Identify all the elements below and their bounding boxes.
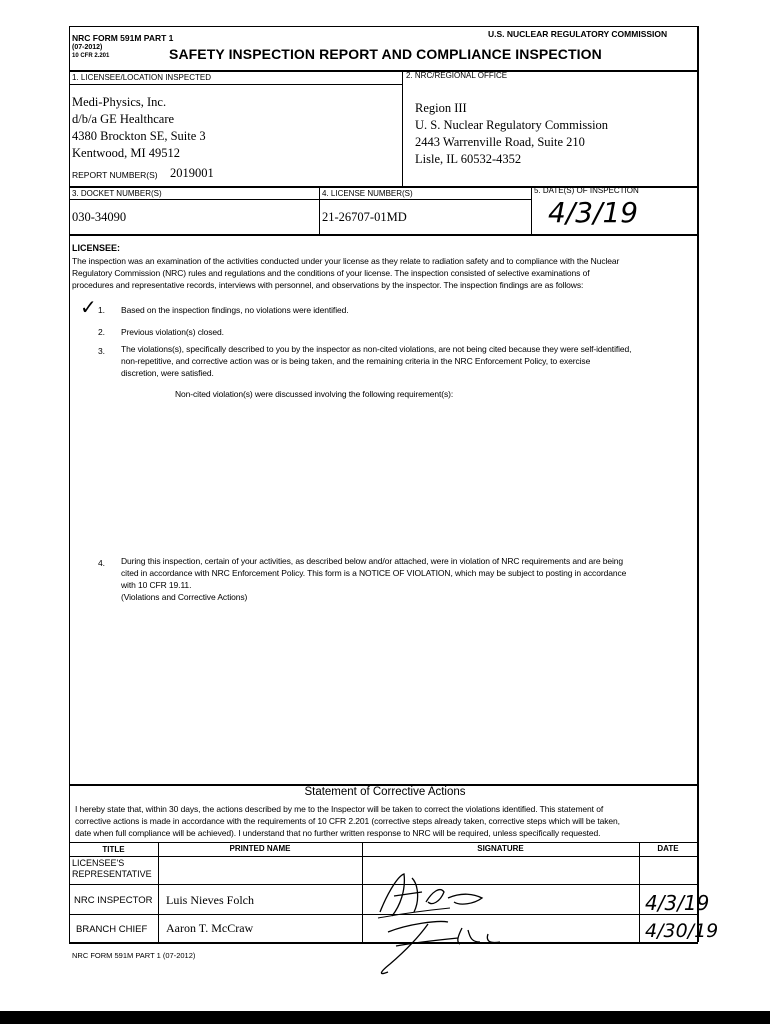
scan-edge bbox=[0, 1011, 770, 1024]
branch-chief-signature-icon bbox=[368, 912, 528, 978]
row-title: REPRESENTATIVE bbox=[72, 869, 152, 879]
licensee-heading: LICENSEE: bbox=[72, 243, 121, 253]
item4-line: cited in accordance with NRC Enforcement Policy. This form is a NOTICE OF VIOLATION, which may be subject to posting in accordance bbox=[121, 568, 627, 578]
docket-label: 3. DOCKET NUMBER(S) bbox=[72, 189, 162, 198]
cfr-reference: 10 CFR 2.201 bbox=[72, 53, 110, 59]
item2-text: Previous violation(s) closed. bbox=[121, 327, 224, 337]
inspection-date-value: 4/3/19 bbox=[548, 196, 639, 229]
corrective-line: date when full compliance will be achieved). I understand that no further written response to NRC will be required, unless specifically requested. bbox=[75, 828, 601, 838]
item1-number: 1. bbox=[98, 305, 105, 315]
row-date: 4/30/19 bbox=[645, 920, 719, 942]
footer-form-id: NRC FORM 591M PART 1 (07-2012) bbox=[72, 951, 196, 960]
licensee-street: 4380 Brockton SE, Suite 3 bbox=[72, 129, 206, 143]
noncited-text: Non-cited violation(s) were discussed involving the following requirement(s): bbox=[175, 389, 454, 399]
right-border bbox=[697, 26, 699, 942]
item2-number: 2. bbox=[98, 327, 105, 337]
corrective-line: corrective actions is made in accordance with the requirements of 10 CFR 2.201 (corrective steps already taken, corrective steps which will be taken, bbox=[75, 816, 620, 826]
intro-line: The inspection was an examination of the activities conducted under your license as they relate to radiation safety and to compliance with the Nuclear bbox=[72, 256, 620, 266]
regional-office-address bbox=[415, 100, 608, 168]
row-printed-name: Luis Nieves Folch bbox=[166, 893, 254, 907]
section1-label-rule bbox=[69, 84, 402, 85]
row-title: NRC INSPECTOR bbox=[74, 895, 153, 906]
report-number-value: 2019001 bbox=[170, 166, 214, 180]
intro-line: procedures and representative records, interviews with personnel, and observations by the inspector. The inspection findings are as follows: bbox=[72, 280, 584, 290]
table-row bbox=[74, 895, 152, 906]
license-divider bbox=[531, 186, 532, 234]
item4-line: During this inspection, certain of your activities, as described below and/or attached, were in violation of NRC requirements and are being bbox=[121, 556, 624, 566]
check-mark-icon: ✓ bbox=[80, 295, 97, 319]
col-header-signature: SIGNATURE bbox=[477, 844, 524, 853]
docket-value: 030-34090 bbox=[72, 210, 127, 224]
licensee-location-label: 1. LICENSEE/LOCATION INSPECTED bbox=[72, 73, 211, 82]
table-top-rule bbox=[69, 842, 698, 843]
item4-number: 4. bbox=[98, 558, 105, 568]
top-border bbox=[69, 26, 698, 27]
table-row bbox=[72, 858, 152, 880]
corrective-heading: Statement of Corrective Actions bbox=[304, 786, 466, 798]
license-label: 4. LICENSE NUMBER(S) bbox=[322, 189, 413, 198]
report-number-label: REPORT NUMBER(S) bbox=[72, 170, 158, 180]
left-border bbox=[69, 26, 70, 942]
item3-line: non-repetitive, and corrective action was or is being taken, and the remaining criteria in the NRC Enforcement Policy, to exercise bbox=[121, 356, 591, 366]
table-col-rule bbox=[362, 842, 363, 942]
intro-line: Regulatory Commission (NRC) rules and regulations and the conditions of your license. The inspection consisted of selective examinations of bbox=[72, 268, 590, 278]
corrective-statement bbox=[75, 803, 695, 839]
licensee-name: Medi-Physics, Inc. bbox=[72, 95, 167, 109]
item3-text bbox=[121, 343, 697, 379]
corrective-line: I hereby state that, within 30 days, the actions described by me to the Inspector will be taken to correct the violations identified. This statement of bbox=[75, 804, 604, 814]
licensee-dba: d/b/a GE Healthcare bbox=[72, 112, 175, 126]
item4-subtitle: (Violations and Corrective Actions) bbox=[121, 592, 248, 602]
section-divider bbox=[402, 70, 403, 186]
licensee-section-rule bbox=[69, 234, 698, 236]
col-header-printed-name: PRINTED NAME bbox=[229, 844, 291, 853]
header-rule bbox=[69, 70, 698, 72]
region-street: 2443 Warrenville Road, Suite 210 bbox=[415, 135, 585, 149]
page-title: SAFETY INSPECTION REPORT AND COMPLIANCE INSPECTION bbox=[169, 46, 602, 62]
region-city: Lisle, IL 60532-4352 bbox=[415, 152, 522, 166]
form-id: NRC FORM 591M PART 1 bbox=[72, 33, 174, 43]
region-name: Region III bbox=[415, 101, 467, 115]
row-date: 4/3/19 bbox=[645, 891, 710, 915]
table-col-rule bbox=[158, 842, 159, 942]
inspection-date-label: 5. DATE(S) OF INSPECTION bbox=[534, 186, 639, 195]
docket-divider bbox=[319, 186, 320, 234]
row-title: LICENSEE'S bbox=[72, 858, 125, 868]
agency-name: U.S. NUCLEAR REGULATORY COMMISSION bbox=[488, 29, 668, 39]
col-header-title: TITLE bbox=[102, 845, 125, 854]
table-row bbox=[76, 924, 147, 935]
form-date: (07-2012) bbox=[72, 44, 103, 51]
region-agency: U. S. Nuclear Regulatory Commission bbox=[415, 118, 609, 132]
item3-line: discretion, were satisfied. bbox=[121, 368, 214, 378]
item3-line: The violations(s), specifically described to you by the inspector as non-cited violations, are not being cited because they were self-identified, bbox=[121, 344, 632, 354]
regional-office-label: 2. NRC/REGIONAL OFFICE bbox=[406, 71, 508, 80]
licensee-address bbox=[72, 94, 206, 162]
row-title: BRANCH CHIEF bbox=[76, 924, 148, 935]
item1-text: Based on the inspection findings, no violations were identified. bbox=[121, 305, 349, 315]
col-header-date: DATE bbox=[657, 844, 679, 853]
item3-number: 3. bbox=[98, 346, 105, 356]
inspection-intro bbox=[72, 255, 696, 291]
license-value: 21-26707-01MD bbox=[322, 210, 407, 224]
item4-line: with 10 CFR 19.11. bbox=[121, 580, 192, 590]
table-col-rule bbox=[639, 842, 640, 942]
licensee-city: Kentwood, MI 49512 bbox=[72, 146, 180, 160]
docket-label-rule bbox=[69, 199, 531, 200]
row-printed-name: Aaron T. McCraw bbox=[166, 921, 254, 935]
table-header-rule bbox=[69, 856, 698, 857]
item4-text bbox=[121, 555, 697, 603]
